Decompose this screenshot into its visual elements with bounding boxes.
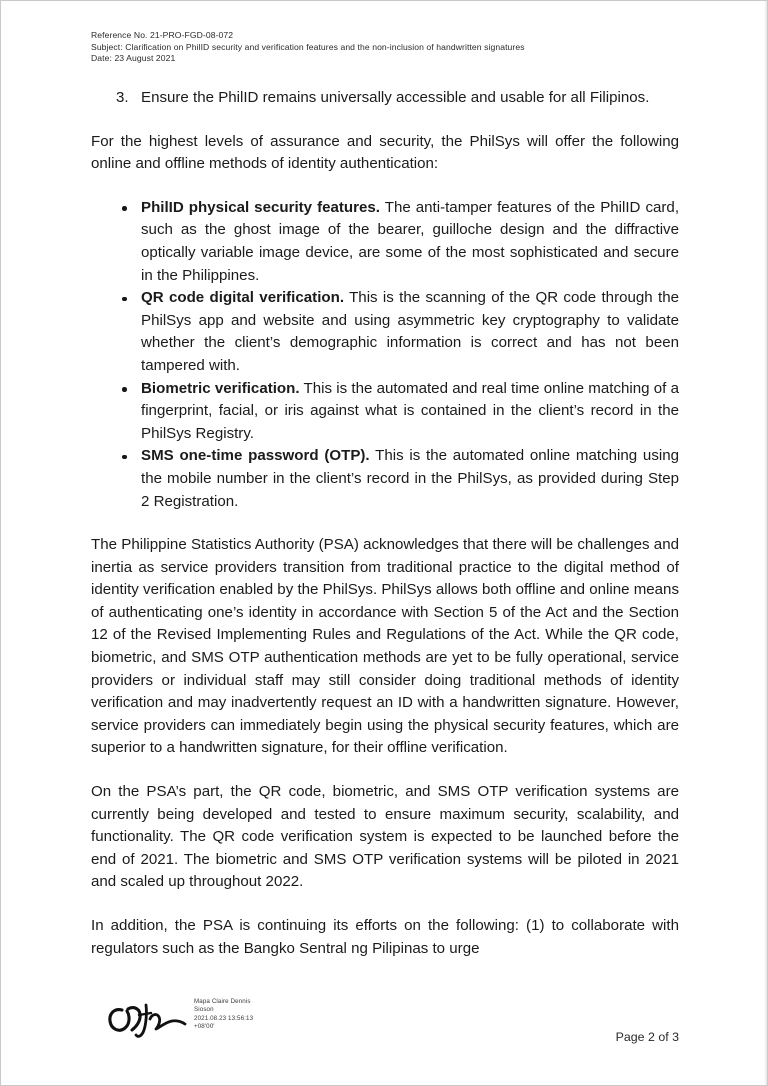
document-body — [91, 87, 679, 960]
bullet-body-text: This is the automated and real time online matching of a fingerprint, facial, or iris against what is contained in the client’s record in the PhilSys Registry. — [141, 379, 679, 442]
signer-name-line-2: Sioson — [194, 1006, 214, 1014]
bullet-lead-text: PhilID physical security features. — [141, 198, 380, 216]
bullet-dot-icon — [122, 297, 127, 302]
bullet-item-sms-otp — [91, 445, 679, 513]
bullet-item-biometric-verification — [91, 378, 679, 446]
signature-timezone-offset: +08'00' — [194, 1022, 215, 1030]
page-number-footer: Page 2 of 3 — [615, 1030, 679, 1044]
signature-metadata — [194, 998, 253, 1031]
paragraph-additional-efforts: In addition, the PSA is continuing its efforts on the following: (1) to collaborate with regulators such as the Bangko Sentral ng Pilipinas to urge — [91, 917, 679, 957]
date-line: Date: 23 August 2021 — [91, 53, 176, 64]
bullet-lead-text: QR code digital verification. — [141, 289, 345, 307]
bullet-lead-text: SMS one-time password (OTP). — [141, 447, 370, 465]
intro-paragraph: For the highest levels of assurance and security, the PhilSys will offer the following online and offline methods of identity authentication: — [91, 132, 679, 173]
bullet-dot-icon — [122, 206, 127, 211]
bullet-dot-icon — [122, 455, 127, 460]
bullet-dot-icon — [122, 387, 127, 392]
bullet-item-qr-code-verification — [91, 287, 679, 377]
bullet-body-text: The anti-tamper features of the PhilID card, such as the ghost image of the bearer, guilloche design and the diffractive optically variable image device, are some of the most sophisticated and secure in the Philippines. — [141, 198, 680, 284]
bullet-item-philid-physical-security — [91, 197, 679, 287]
reference-number-line: Reference No. 21-PRO-FGD-08-072 — [91, 30, 234, 40]
numbered-list-item — [91, 87, 679, 110]
list-item-text: Ensure the PhilID remains universally accessible and usable for all Filipinos. — [141, 89, 650, 106]
signer-name-line-1: Mapa Claire Dennis — [194, 998, 251, 1005]
bullet-body-text: This is the scanning of the QR code through the PhilSys app and website and using asymmetric key cryptography to validate whether the client’s demographic information is correct and has not been tampered with. — [141, 289, 679, 374]
bullet-body-text: This is the automated online matching using the mobile number in the client’s record in the PhilSys, as provided during Step 2 Registration. — [141, 447, 680, 510]
paragraph-psa-development-status: On the PSA’s part, the QR code, biometric, and SMS OTP verification systems are currently being developed and tested to ensure maximum security, scalability, and functionality. The QR code verification system is expected to be launched before the end of 2021. The biometric and SMS OTP verification systems will be piloted in 2021 and scaled up throughout 2022. — [91, 783, 679, 891]
list-item-number: 3. — [116, 89, 129, 106]
authentication-methods-list — [91, 197, 679, 513]
numbered-list — [91, 87, 679, 110]
document-reference-header — [91, 30, 691, 65]
bullet-lead-text: Biometric verification. — [141, 379, 300, 397]
signature-timestamp: 2021.08.23 13:56:13 — [194, 1014, 254, 1022]
paragraph-psa-acknowledgement: The Philippine Statistics Authority (PSA) acknowledges that there will be challenges and inertia as service providers transition from traditional practice to the digital method of identity verification enabled by the PhilSys. PhilSys allows both offline and online means of authenticating one’s identity in accordance with Section 5 of the Act and the Section 12 of the Revised Implementing Rules and Regulations of the Act. While the QR code, biometric, and SMS OTP authentication methods are yet to be fully operational, service providers or individual staff may still consider doing traditional methods of identity verification and may inadvertently request an ID with a handwritten signature. However, service providers can immediately begin using the physical security features, which are superior to a handwritten signature, for their offline verification. — [91, 536, 679, 757]
subject-line: Subject: Clarification on PhilID security and verification features and the non-inclusion of handwritten signatures — [91, 41, 525, 52]
